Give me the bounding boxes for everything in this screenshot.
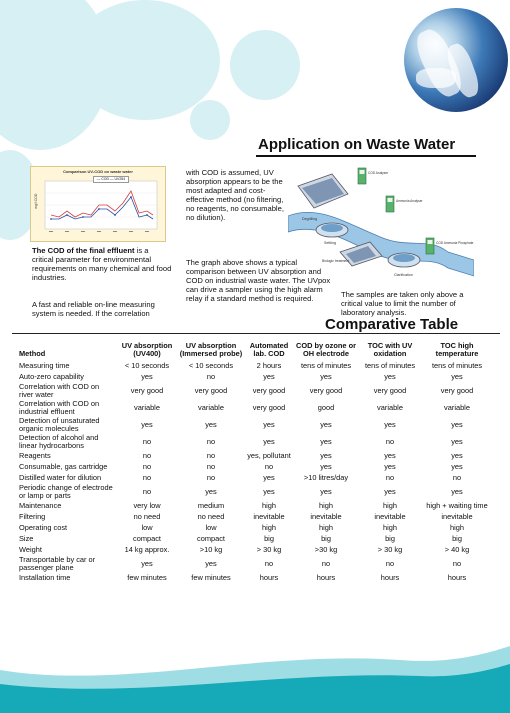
table-cell: very good	[252, 402, 286, 412]
table-cell: high	[383, 522, 397, 532]
table-row-label: Weight	[19, 544, 42, 554]
analyser-box-3	[426, 238, 434, 254]
background-bubble	[70, 0, 220, 120]
table-row-label: Reagents	[19, 450, 51, 460]
table-row	[18, 555, 492, 572]
table-cell: yes	[320, 486, 332, 496]
page-title: Application on Waste Water	[258, 136, 456, 153]
analyser-box-2	[386, 196, 394, 212]
paragraph-uv-absorption: with COD is assumed, UV absorption appears to be the most adapted and cost-effective method (no filtering, no reagents, no consumable, no dilution).	[186, 168, 284, 222]
table-cell: no	[321, 558, 331, 568]
table-cell: high	[262, 500, 276, 510]
table-cell: compact	[133, 533, 161, 543]
table-cell: no	[142, 436, 152, 446]
table-cell: hours	[316, 572, 336, 582]
table-cell: few minutes	[127, 572, 167, 582]
table-cell: > 30 kg	[377, 544, 403, 554]
table-cell: >10 litres/day	[303, 472, 349, 482]
table-row-label: Periodic change of electrode or lamp or parts	[19, 482, 113, 500]
label-analyser-2: Ammonia Analyser	[396, 199, 423, 203]
table-cell: yes	[320, 450, 332, 460]
table-cell: < 10 seconds	[124, 360, 170, 370]
table-row-label: Filtering	[19, 511, 46, 521]
table-header-cell: COD by ozone or OH electrode	[296, 341, 356, 359]
table-row	[18, 511, 492, 522]
table-cell: inevitable	[253, 511, 285, 521]
table-cell: high	[319, 500, 333, 510]
table-cell: compact	[197, 533, 225, 543]
table-row-label: Installation time	[19, 572, 71, 582]
table-cell: yes	[384, 486, 396, 496]
table-cell: yes	[263, 419, 275, 429]
table-cell: big	[452, 533, 462, 543]
table-cell: high	[383, 500, 397, 510]
table-cell: variable	[134, 402, 160, 412]
table-cell: yes	[263, 436, 275, 446]
table-cell: > 30 kg	[256, 544, 282, 554]
chart-title: Comparison UV-COD on waste water	[63, 169, 133, 174]
table-cell: yes	[205, 419, 217, 429]
table-header-cell: Method	[19, 349, 46, 359]
table-cell: yes	[320, 461, 332, 471]
table-cell: no	[452, 472, 462, 482]
comparison-table	[18, 338, 492, 583]
table-row	[18, 483, 492, 500]
table-cell: inevitable	[310, 511, 342, 521]
table-cell: low	[141, 522, 153, 532]
table-row-label: Detection of alcohol and linear hydrocarbons	[19, 432, 99, 450]
table-cell: big	[264, 533, 274, 543]
process-diagram	[288, 164, 474, 288]
table-row-label: Consumable, gas cartridge	[19, 461, 108, 471]
table-cell: no need	[197, 511, 225, 521]
table-row	[18, 450, 492, 461]
table-row-label: Size	[19, 533, 34, 543]
table-cell: variable	[198, 402, 224, 412]
table-cell: no	[385, 472, 395, 482]
table-cell: no	[142, 450, 152, 460]
table-row	[18, 360, 492, 371]
table-cell: no	[142, 486, 152, 496]
table-cell: yes	[451, 436, 463, 446]
table-cell: variable	[377, 402, 403, 412]
table-row	[18, 371, 492, 382]
table-row	[18, 572, 492, 583]
table-row	[18, 416, 492, 433]
analyser-box-1	[358, 168, 366, 184]
table-cell: 14 kg approx.	[124, 544, 170, 554]
table-cell: no	[385, 436, 395, 446]
chart-legend: — COD — UV254	[93, 176, 129, 183]
table-cell: yes	[263, 486, 275, 496]
table-cell: yes	[141, 558, 153, 568]
table-row	[18, 461, 492, 472]
table-cell: high	[262, 522, 276, 532]
clarifier-tank	[388, 253, 420, 267]
table-cell: big	[385, 533, 395, 543]
table-cell: high	[450, 522, 464, 532]
table-cell: no	[142, 461, 152, 471]
table-row-label: Detection of unsaturated organic molecules	[19, 415, 100, 433]
paragraph-rest: is a critical parameter for environmental requirements on many chemical and food industries.	[32, 246, 172, 282]
table-cell: yes, pollutant	[247, 450, 291, 460]
table-cell: > 40 kg	[444, 544, 470, 554]
table-cell: low	[205, 522, 217, 532]
table-cell: very low	[133, 500, 161, 510]
table-cell: yes	[384, 450, 396, 460]
table-row	[18, 433, 492, 450]
table-cell: very good	[194, 385, 228, 395]
table-row	[18, 544, 492, 555]
table-cell: yes	[320, 371, 332, 381]
table-row-label: Correlation with COD on industrial effluent	[19, 398, 100, 416]
table-header-cell: TOC high temperature	[435, 341, 479, 359]
table-cell: yes	[451, 371, 463, 381]
settling-tank	[316, 223, 348, 237]
table-cell: no	[206, 371, 216, 381]
table-cell: yes	[205, 558, 217, 568]
table-cell: good	[317, 402, 335, 412]
table-cell: no	[142, 472, 152, 482]
table-cell: >10 kg	[199, 544, 223, 554]
table-cell: big	[321, 533, 331, 543]
table-row-label: Measuring time	[19, 360, 70, 370]
table-row-label: Correlation with COD on river water	[19, 381, 100, 399]
table-cell: yes	[141, 371, 153, 381]
table-cell: yes	[384, 371, 396, 381]
table-row-label: Distilled water for dilution	[19, 472, 102, 482]
table-cell: hours	[259, 572, 279, 582]
paragraph-bold-lead: The COD of the final effluent	[32, 246, 135, 255]
table-row	[18, 500, 492, 511]
table-cell: yes	[384, 419, 396, 429]
label-settling: Settling	[324, 241, 336, 245]
table-cell: yes	[451, 461, 463, 471]
table-header-cell: TOC with UV oxidation	[367, 341, 413, 359]
table-cell: yes	[451, 486, 463, 496]
table-cell: 2 hours	[256, 360, 282, 370]
footer-wave	[0, 640, 510, 713]
table-row-label: Operating cost	[19, 522, 68, 532]
table-cell: hours	[447, 572, 467, 582]
table-body	[18, 360, 492, 583]
table-cell: yes	[141, 419, 153, 429]
table-cell: very good	[309, 385, 343, 395]
label-clarifier: Clarification	[394, 273, 413, 277]
label-analyser-1: COD Analyser	[368, 171, 389, 175]
section-rule	[12, 333, 500, 334]
table-row-label: Auto-zero capability	[19, 371, 84, 381]
table-cell: tens of minutes	[364, 360, 416, 370]
table-row	[18, 533, 492, 544]
table-cell: very good	[373, 385, 407, 395]
paragraph-samples: The samples are taken only above a critical value to limit the number of laboratory analysis.	[341, 290, 464, 317]
x-tick-marks	[49, 231, 149, 232]
table-cell: yes	[320, 436, 332, 446]
table-cell: no	[206, 472, 216, 482]
table-header-row	[18, 338, 492, 360]
title-rule	[256, 155, 476, 157]
table-cell: high	[319, 522, 333, 532]
table-cell: medium	[197, 500, 225, 510]
table-cell: no need	[133, 511, 161, 521]
label-biological: Biologic treatment	[322, 259, 350, 263]
table-row	[18, 522, 492, 533]
table-cell: high + waiting time	[426, 500, 488, 510]
screening-unit	[298, 174, 348, 208]
paragraph-graph: The graph above shows a typical comparison between UV absorption and COD on industrial waste water. The UVpox can drive a sampler using the high alarm relay if a standard method is required.	[186, 258, 331, 303]
table-header-cell: Automated lab. COD	[249, 341, 289, 359]
table-cell: tens of minutes	[300, 360, 352, 370]
table-cell: yes	[205, 486, 217, 496]
label-screening: Degrilling	[302, 217, 317, 221]
table-cell: no	[206, 450, 216, 460]
table-cell: no	[206, 436, 216, 446]
table-cell: no	[452, 558, 462, 568]
table-cell: no	[385, 558, 395, 568]
table-row-label: Maintenance	[19, 500, 62, 510]
background-bubble	[190, 100, 230, 140]
paragraph-effluent	[32, 246, 172, 282]
chart-ylabel: mg/l COD	[34, 193, 38, 209]
table-cell: no	[206, 461, 216, 471]
table-cell: yes	[384, 461, 396, 471]
label-analyser-3: COD Ammonia Phosphate	[436, 241, 474, 245]
table-cell: < 10 seconds	[188, 360, 234, 370]
table-cell: yes	[451, 419, 463, 429]
table-cell: variable	[444, 402, 470, 412]
table-cell: yes	[320, 419, 332, 429]
table-header-cell: UV absorption (UV400)	[121, 341, 173, 359]
section-title: Comparative Table	[325, 316, 459, 333]
table-cell: no	[264, 461, 274, 471]
background-bubble	[230, 30, 300, 100]
table-cell: >30 kg	[314, 544, 338, 554]
table-cell: yes	[263, 472, 275, 482]
table-cell: yes	[263, 371, 275, 381]
table-cell: very good	[440, 385, 474, 395]
table-cell: very good	[130, 385, 164, 395]
waterfall-photo	[404, 8, 508, 112]
table-cell: yes	[451, 450, 463, 460]
table-cell: no	[264, 558, 274, 568]
table-header-cell: UV absorption (Immersed probe)	[179, 341, 243, 359]
comparison-chart	[30, 166, 166, 242]
table-row	[18, 382, 492, 399]
table-row	[18, 399, 492, 416]
table-cell: tens of minutes	[431, 360, 483, 370]
table-cell: inevitable	[374, 511, 406, 521]
table-row-label: Transportable by car or passenger plane	[19, 554, 96, 572]
table-cell: hours	[380, 572, 400, 582]
table-cell: few minutes	[191, 572, 231, 582]
paragraph-reliable: A fast and reliable on-line measuring system is needed. If the correlation	[32, 300, 155, 318]
table-cell: very good	[252, 385, 286, 395]
table-row	[18, 472, 492, 483]
table-cell: inevitable	[441, 511, 473, 521]
